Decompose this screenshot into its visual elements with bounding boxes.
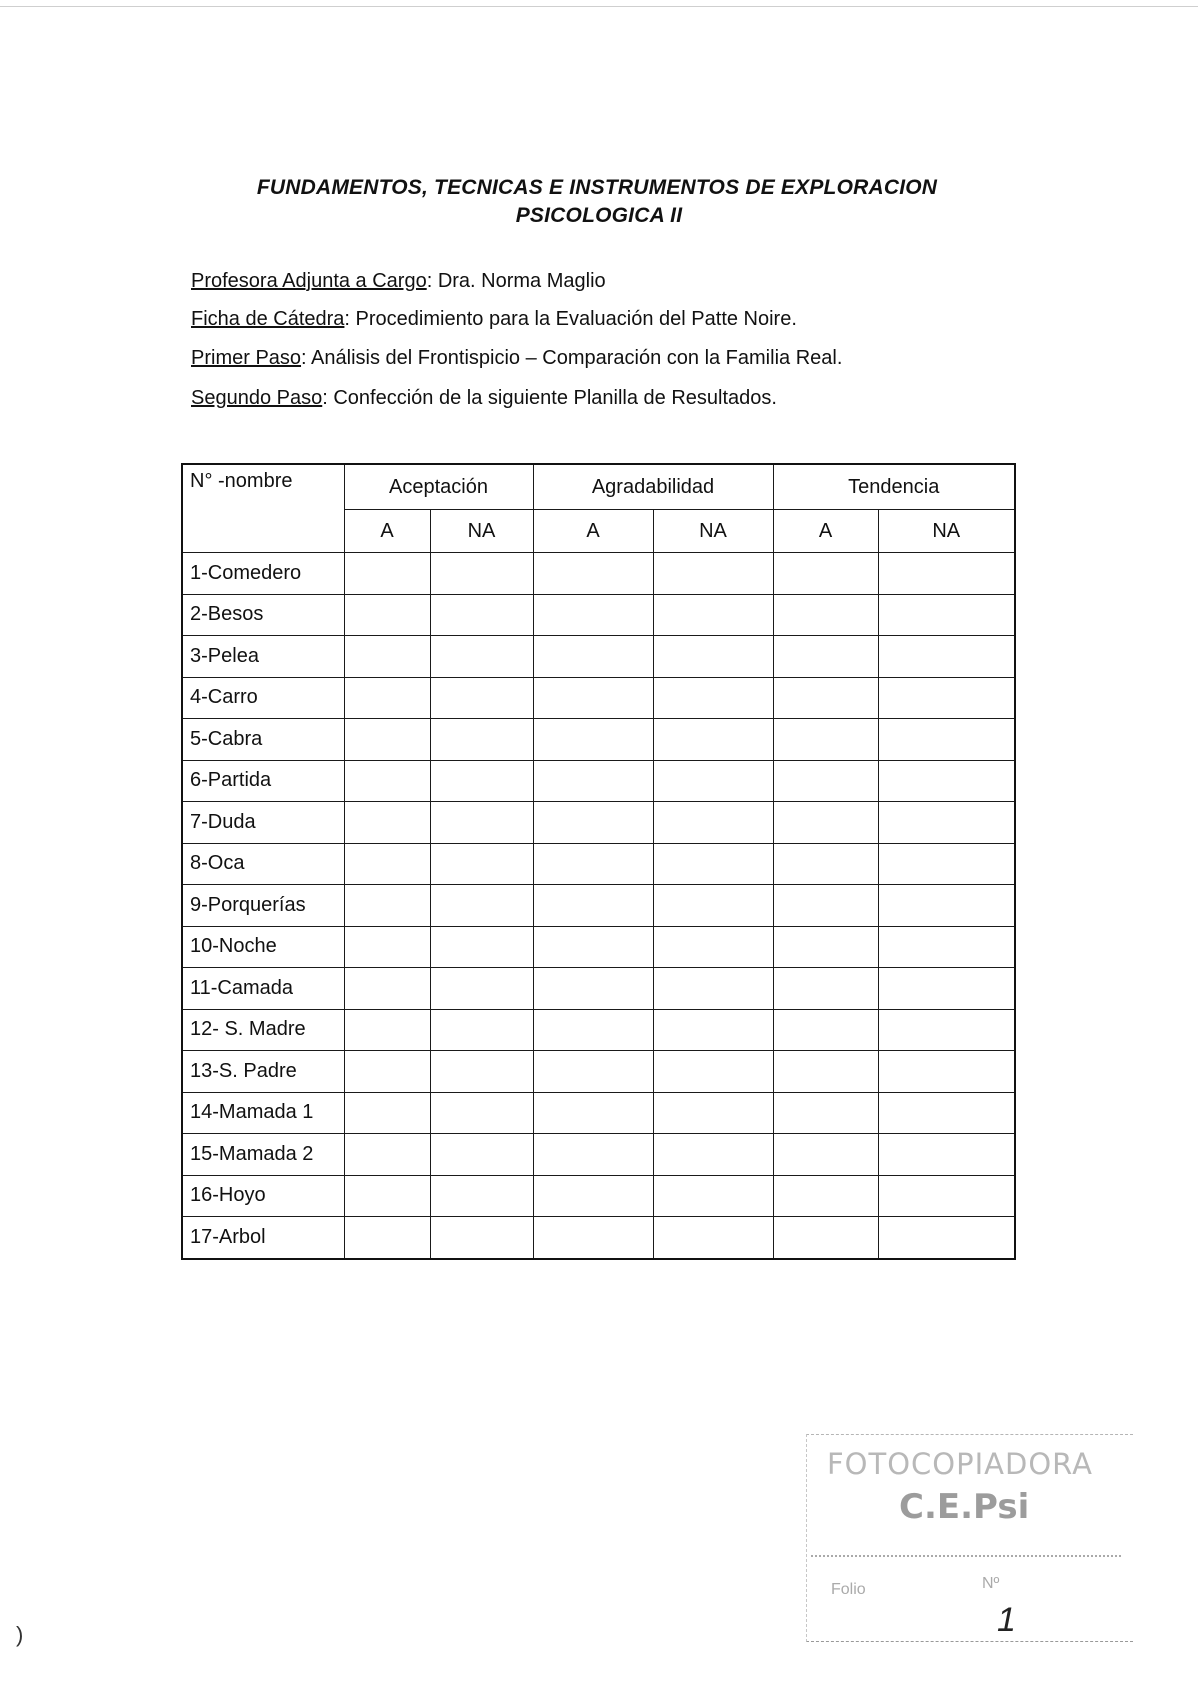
score-cell[interactable] — [653, 719, 773, 761]
results-table — [181, 463, 1016, 1260]
group-header-tendencia: Tendencia — [773, 464, 1015, 510]
subheader-a: A — [773, 510, 878, 553]
score-cell[interactable] — [344, 1175, 430, 1217]
row-name-cell: 3-Pelea — [182, 636, 344, 678]
score-cell[interactable] — [878, 636, 1015, 678]
score-cell[interactable] — [533, 1134, 653, 1176]
table-row — [182, 636, 1015, 678]
score-cell[interactable] — [533, 594, 653, 636]
score-cell[interactable] — [773, 719, 878, 761]
score-cell[interactable] — [773, 1051, 878, 1093]
score-cell[interactable] — [533, 677, 653, 719]
document-title-line1: FUNDAMENTOS, TECNICAS E INSTRUMENTOS DE EXPLORACION — [256, 176, 938, 199]
score-cell[interactable] — [773, 1175, 878, 1217]
score-cell[interactable] — [344, 760, 430, 802]
subheader-na: NA — [653, 510, 773, 553]
score-cell[interactable] — [878, 926, 1015, 968]
score-cell[interactable] — [430, 553, 533, 595]
score-cell[interactable] — [533, 968, 653, 1010]
score-cell[interactable] — [430, 760, 533, 802]
score-cell[interactable] — [430, 719, 533, 761]
score-cell[interactable] — [878, 1175, 1015, 1217]
score-cell[interactable] — [344, 926, 430, 968]
info-sep: : — [344, 308, 350, 330]
row-name-cell: 4-Carro — [182, 677, 344, 719]
score-cell[interactable] — [773, 636, 878, 678]
score-cell[interactable] — [878, 1051, 1015, 1093]
score-cell[interactable] — [430, 636, 533, 678]
group-header-aceptacion: Aceptación — [344, 464, 533, 510]
score-cell[interactable] — [533, 802, 653, 844]
score-cell[interactable] — [653, 1217, 773, 1259]
score-cell[interactable] — [653, 885, 773, 927]
score-cell[interactable] — [878, 1092, 1015, 1134]
stamp-line2: C.E.Psi — [899, 1487, 1030, 1527]
score-cell[interactable] — [653, 553, 773, 595]
info-label: Ficha de Cátedra — [191, 308, 345, 330]
score-cell[interactable] — [430, 843, 533, 885]
stamp-line1: FOTOCOPIADORA — [827, 1447, 1093, 1481]
score-cell[interactable] — [878, 1009, 1015, 1051]
info-sep: : — [322, 387, 328, 409]
table-row — [182, 1134, 1015, 1176]
score-cell[interactable] — [430, 885, 533, 927]
info-line-profesora — [191, 270, 606, 293]
score-cell[interactable] — [653, 594, 773, 636]
score-cell[interactable] — [773, 926, 878, 968]
score-cell[interactable] — [430, 1051, 533, 1093]
table-row — [182, 760, 1015, 802]
name-column-header: N° -nombre — [182, 464, 344, 553]
score-cell[interactable] — [878, 843, 1015, 885]
score-cell[interactable] — [533, 760, 653, 802]
score-cell[interactable] — [653, 1134, 773, 1176]
score-cell[interactable] — [430, 802, 533, 844]
score-cell[interactable] — [344, 1092, 430, 1134]
score-cell[interactable] — [773, 968, 878, 1010]
score-cell[interactable] — [653, 1175, 773, 1217]
score-cell[interactable] — [344, 843, 430, 885]
score-cell[interactable] — [344, 1009, 430, 1051]
score-cell[interactable] — [533, 1009, 653, 1051]
photocopy-stamp — [806, 1434, 1133, 1642]
table-row — [182, 1217, 1015, 1259]
stamp-folio-label: Folio — [831, 1581, 866, 1598]
score-cell[interactable] — [344, 968, 430, 1010]
score-cell[interactable] — [773, 677, 878, 719]
subheader-na: NA — [430, 510, 533, 553]
info-value: Análisis del Frontispicio – Comparación con la Familia Real. — [306, 347, 843, 369]
row-name-cell: 14-Mamada 1 — [182, 1092, 344, 1134]
table-row — [182, 1009, 1015, 1051]
score-cell[interactable] — [878, 968, 1015, 1010]
stamp-divider — [811, 1555, 1121, 1557]
score-cell[interactable] — [533, 636, 653, 678]
score-cell[interactable] — [653, 1051, 773, 1093]
info-sep: : — [426, 270, 433, 292]
group-header-agradabilidad: Agradabilidad — [533, 464, 773, 510]
score-cell[interactable] — [878, 1134, 1015, 1176]
score-cell[interactable] — [430, 1134, 533, 1176]
score-cell[interactable] — [344, 885, 430, 927]
score-cell[interactable] — [878, 802, 1015, 844]
info-label: Primer Paso — [191, 347, 302, 369]
info-label: Profesora Adjunta a Cargo — [191, 270, 427, 292]
score-cell[interactable] — [430, 594, 533, 636]
row-name-cell: 8-Oca — [182, 843, 344, 885]
row-name-cell: 2-Besos — [182, 594, 344, 636]
score-cell[interactable] — [773, 802, 878, 844]
table-row — [182, 677, 1015, 719]
score-cell[interactable] — [533, 719, 653, 761]
score-cell[interactable] — [653, 926, 773, 968]
row-name-cell: 16-Hoyo — [182, 1175, 344, 1217]
info-value: Dra. Norma Maglio — [432, 270, 606, 292]
score-cell[interactable] — [533, 553, 653, 595]
row-name-cell: 9-Porquerías — [182, 885, 344, 927]
score-cell[interactable] — [344, 802, 430, 844]
row-name-cell: 10-Noche — [182, 926, 344, 968]
info-line-ficha — [191, 308, 797, 331]
score-cell[interactable] — [430, 677, 533, 719]
table-row — [182, 968, 1015, 1010]
subheader-a: A — [533, 510, 653, 553]
score-cell[interactable] — [344, 1051, 430, 1093]
score-cell[interactable] — [653, 843, 773, 885]
table-row — [182, 926, 1015, 968]
score-cell[interactable] — [533, 1092, 653, 1134]
score-cell[interactable] — [878, 553, 1015, 595]
score-cell[interactable] — [430, 926, 533, 968]
table-row — [182, 553, 1015, 595]
document-title-line2: PSICOLOGICA II — [515, 204, 683, 227]
row-name-cell: 15-Mamada 2 — [182, 1134, 344, 1176]
score-cell[interactable] — [344, 1217, 430, 1259]
score-cell[interactable] — [773, 1217, 878, 1259]
stamp-folio-number: 1 — [997, 1601, 1016, 1639]
score-cell[interactable] — [773, 1092, 878, 1134]
table-row — [182, 1051, 1015, 1093]
score-cell[interactable] — [344, 594, 430, 636]
score-cell[interactable] — [533, 1051, 653, 1093]
score-cell[interactable] — [653, 1092, 773, 1134]
row-name-cell: 13-S. Padre — [182, 1051, 344, 1093]
score-cell[interactable] — [653, 1009, 773, 1051]
score-cell[interactable] — [878, 885, 1015, 927]
score-cell[interactable] — [773, 760, 878, 802]
score-cell[interactable] — [430, 1217, 533, 1259]
info-sep: : — [301, 347, 307, 369]
row-name-cell: 12- S. Madre — [182, 1009, 344, 1051]
subheader-na: NA — [878, 510, 1015, 553]
score-cell[interactable] — [653, 968, 773, 1010]
score-cell[interactable] — [773, 843, 878, 885]
score-cell[interactable] — [344, 1134, 430, 1176]
score-cell[interactable] — [878, 1217, 1015, 1259]
info-label: Segundo Paso — [191, 387, 323, 409]
scan-top-edge — [0, 6, 1198, 7]
row-name-cell: 1-Comedero — [182, 553, 344, 595]
score-cell[interactable] — [878, 677, 1015, 719]
info-line-segundo-paso — [191, 387, 777, 410]
info-value: Procedimiento para la Evaluación del Patte Noire. — [349, 308, 797, 330]
score-cell[interactable] — [344, 553, 430, 595]
table-row — [182, 719, 1015, 761]
score-cell[interactable] — [533, 885, 653, 927]
table-row — [182, 1175, 1015, 1217]
score-cell[interactable] — [773, 1134, 878, 1176]
table-row — [182, 802, 1015, 844]
score-cell[interactable] — [878, 719, 1015, 761]
score-cell[interactable] — [653, 677, 773, 719]
score-cell[interactable] — [533, 926, 653, 968]
score-cell[interactable] — [773, 594, 878, 636]
score-cell[interactable] — [773, 553, 878, 595]
subheader-a: A — [344, 510, 430, 553]
table-row — [182, 594, 1015, 636]
stamp-no-label: Nº — [982, 1575, 1000, 1592]
score-cell[interactable] — [430, 1009, 533, 1051]
score-cell[interactable] — [344, 719, 430, 761]
row-name-cell: 5-Cabra — [182, 719, 344, 761]
info-value: Confección de la siguiente Planilla de Resultados. — [327, 387, 777, 409]
score-cell[interactable] — [878, 594, 1015, 636]
score-cell[interactable] — [773, 885, 878, 927]
score-cell[interactable] — [773, 1009, 878, 1051]
score-cell[interactable] — [653, 802, 773, 844]
score-cell[interactable] — [653, 760, 773, 802]
table-row — [182, 1092, 1015, 1134]
info-line-primer-paso — [191, 347, 842, 370]
row-name-cell: 6-Partida — [182, 760, 344, 802]
table-row — [182, 843, 1015, 885]
score-cell[interactable] — [653, 636, 773, 678]
score-cell[interactable] — [533, 1217, 653, 1259]
row-name-cell: 7-Duda — [182, 802, 344, 844]
margin-bracket-mark: ) — [16, 1622, 24, 1647]
score-cell[interactable] — [430, 968, 533, 1010]
score-cell[interactable] — [878, 760, 1015, 802]
row-name-cell: 11-Camada — [182, 968, 344, 1010]
row-name-cell: 17-Arbol — [182, 1217, 344, 1259]
score-cell[interactable] — [430, 1092, 533, 1134]
table-row — [182, 885, 1015, 927]
score-cell[interactable] — [533, 1175, 653, 1217]
score-cell[interactable] — [533, 843, 653, 885]
score-cell[interactable] — [344, 636, 430, 678]
score-cell[interactable] — [430, 1175, 533, 1217]
score-cell[interactable] — [344, 677, 430, 719]
